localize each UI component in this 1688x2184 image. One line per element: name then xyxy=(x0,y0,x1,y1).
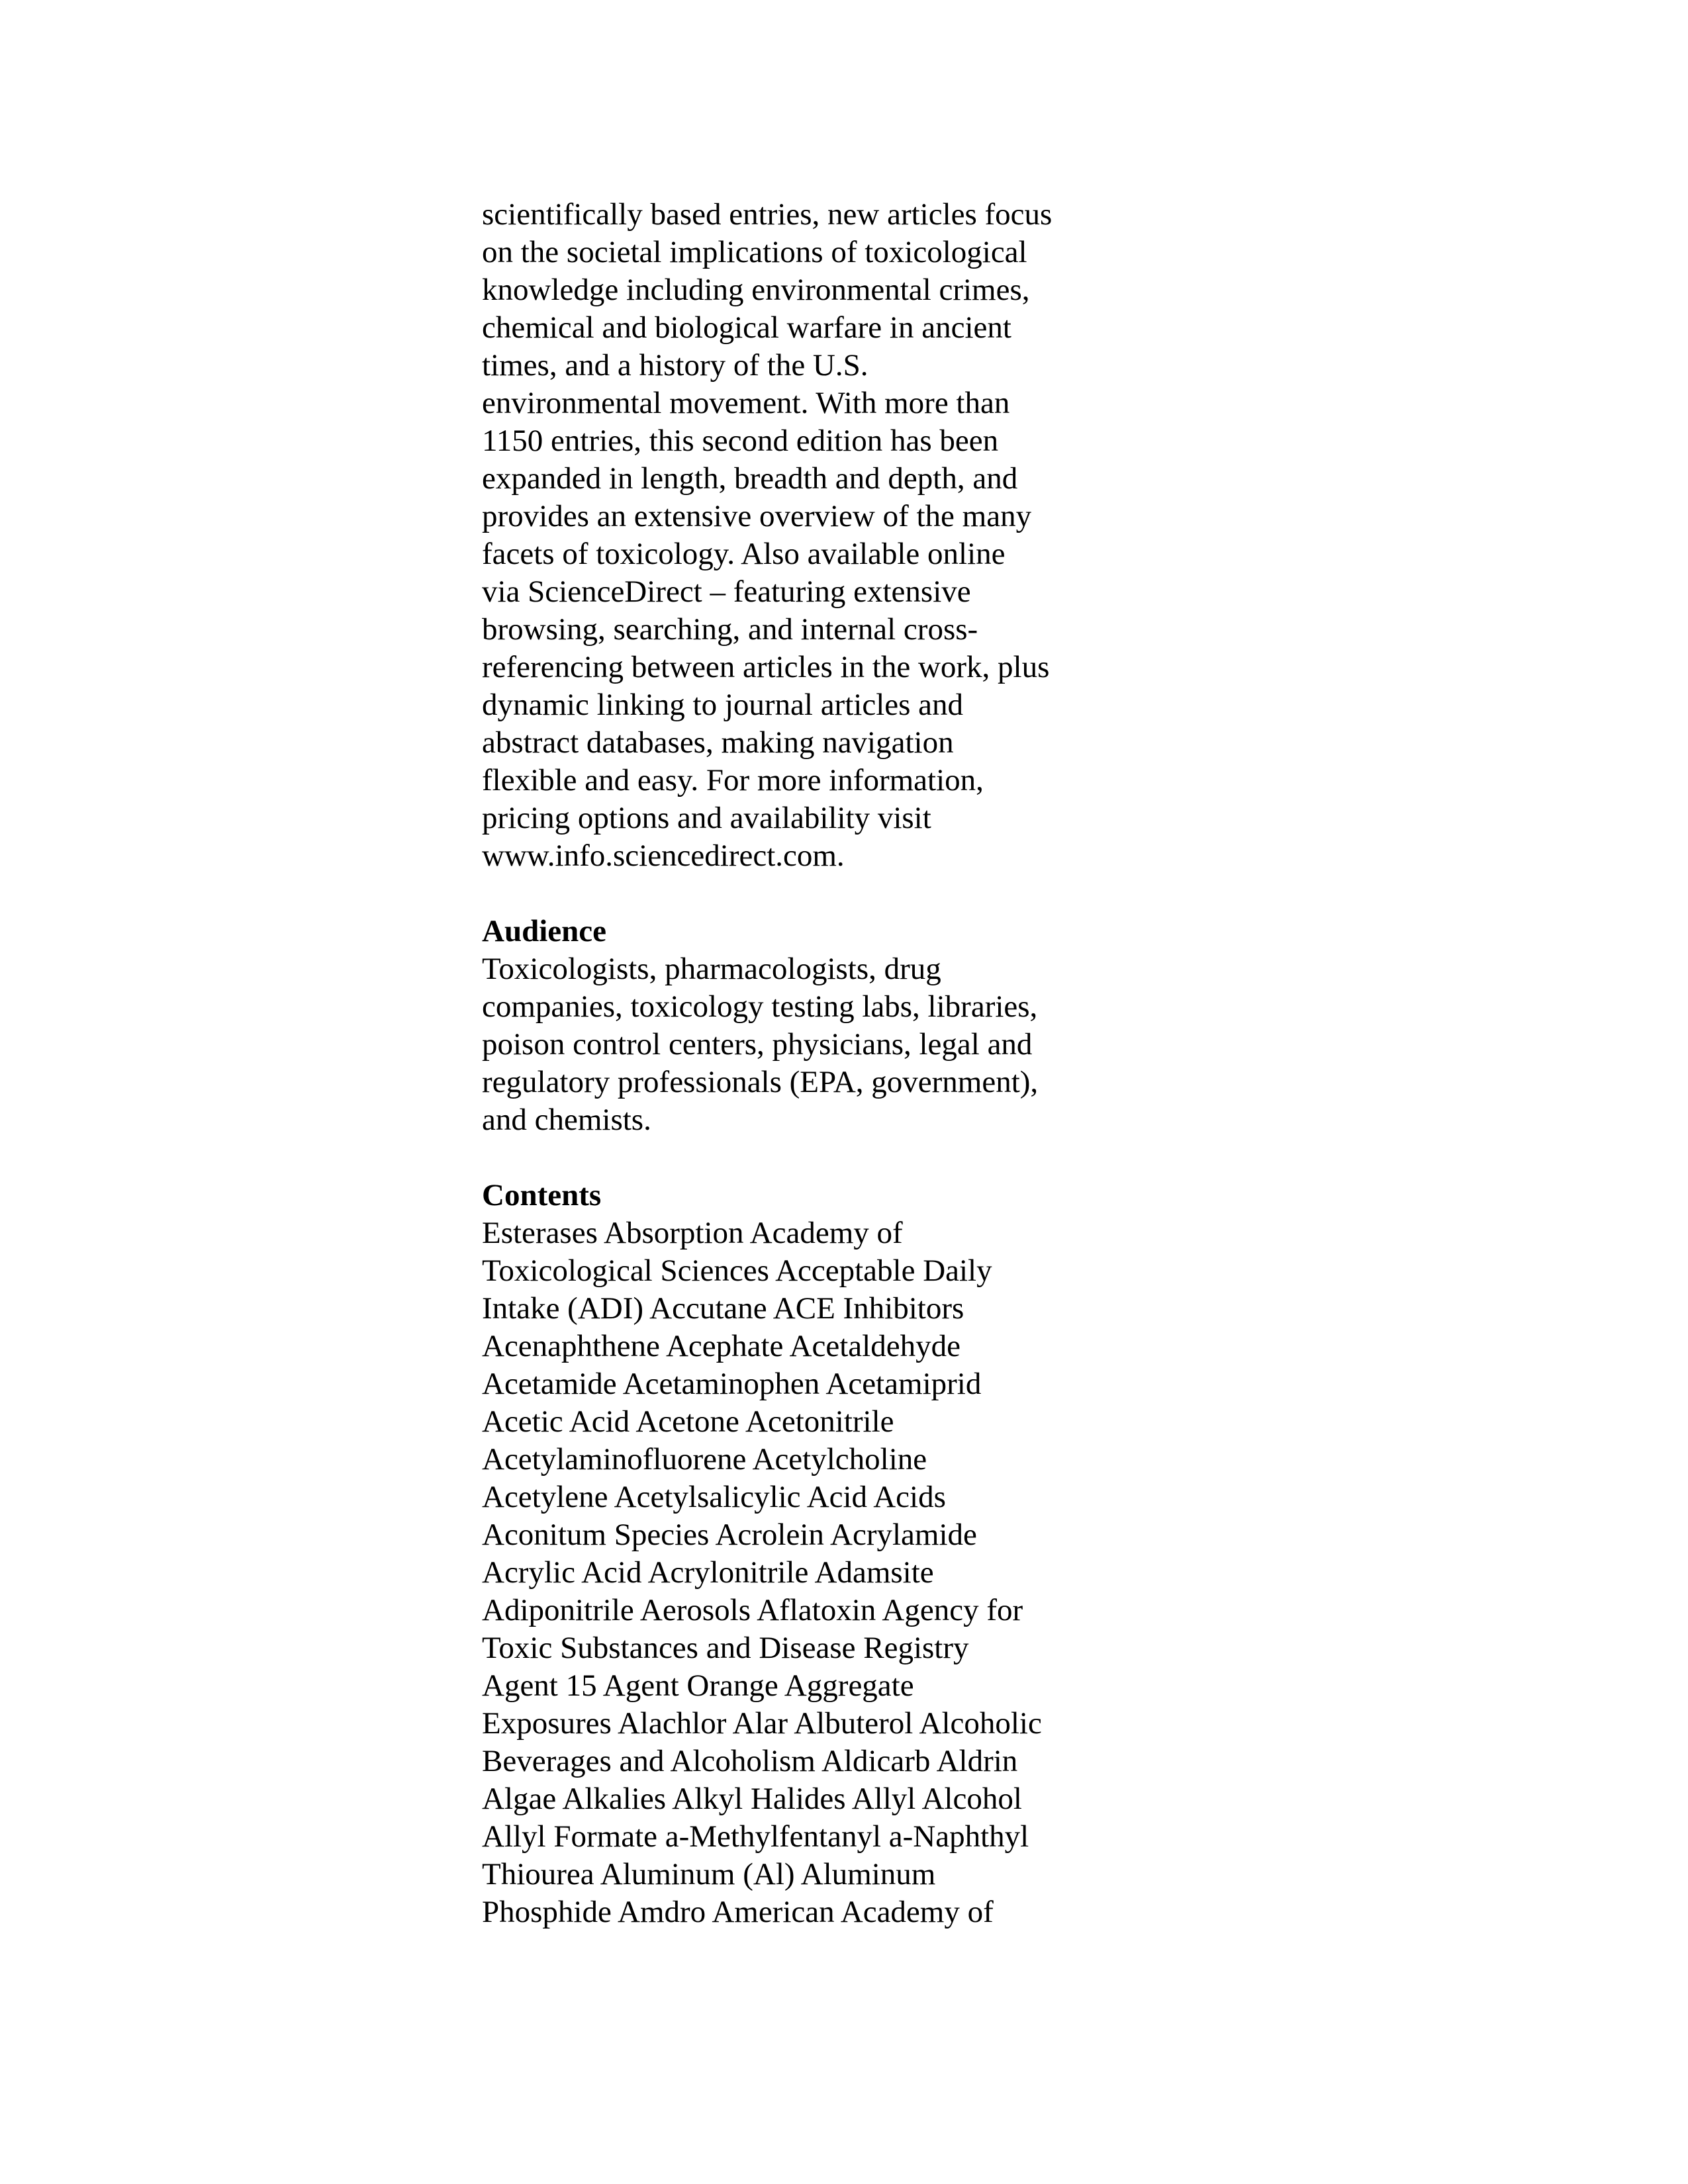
contents-line: Thiourea Aluminum (Al) Aluminum xyxy=(482,1857,936,1891)
contents-line: Adiponitrile Aerosols Aflatoxin Agency for xyxy=(482,1593,1023,1627)
intro-line: scientifically based entries, new articles focus xyxy=(482,197,1053,232)
intro-line: dynamic linking to journal articles and xyxy=(482,688,964,722)
intro-line: knowledge including environmental crimes, xyxy=(482,273,1030,307)
contents-line: Aconitum Species Acrolein Acrylamide xyxy=(482,1518,977,1552)
contents-line: Intake (ADI) Accutane ACE Inhibitors xyxy=(482,1291,964,1326)
contents-line: Toxic Substances and Disease Registry xyxy=(482,1631,969,1665)
intro-line: chemical and biological warfare in ancient xyxy=(482,310,1011,345)
intro-line: referencing between articles in the work, plus xyxy=(482,650,1050,684)
intro-line: via ScienceDirect – featuring extensive xyxy=(482,574,971,609)
audience-line: Toxicologists, pharmacologists, drug xyxy=(482,952,941,986)
contents-line: Allyl Formate a-Methylfentanyl a-Naphthyl xyxy=(482,1819,1029,1854)
intro-line: flexible and easy. For more information, xyxy=(482,763,984,797)
contents-heading: Contents xyxy=(482,1178,602,1212)
audience-heading: Audience xyxy=(482,914,606,948)
contents-section xyxy=(482,1177,1117,1931)
intro-line: 1150 entries, this second edition has been xyxy=(482,424,999,458)
contents-line: Acetylaminofluorene Acetylcholine xyxy=(482,1442,927,1477)
contents-line: Toxicological Sciences Acceptable Daily xyxy=(482,1253,992,1288)
intro-line: provides an extensive overview of the many xyxy=(482,499,1032,533)
contents-line: Acetylene Acetylsalicylic Acid Acids xyxy=(482,1480,946,1514)
contents-line: Agent 15 Agent Orange Aggregate xyxy=(482,1668,914,1703)
audience-section xyxy=(482,913,1117,1139)
audience-line: and chemists. xyxy=(482,1103,651,1137)
contents-line: Acetic Acid Acetone Acetonitrile xyxy=(482,1404,894,1439)
audience-line: poison control centers, physicians, legal and xyxy=(482,1027,1033,1062)
intro-line: pricing options and availability visit xyxy=(482,801,931,835)
intro-line: expanded in length, breadth and depth, and xyxy=(482,461,1018,496)
intro-line: times, and a history of the U.S. xyxy=(482,348,868,383)
intro-line: browsing, searching, and internal cross- xyxy=(482,612,978,647)
document-page xyxy=(482,196,1117,1931)
intro-line: environmental movement. With more than xyxy=(482,386,1010,420)
contents-line: Acrylic Acid Acrylonitrile Adamsite xyxy=(482,1555,934,1590)
intro-line: on the societal implications of toxicological xyxy=(482,235,1027,269)
intro-paragraph xyxy=(482,196,1117,875)
audience-line: companies, toxicology testing labs, libraries, xyxy=(482,989,1038,1024)
intro-line: www.info.sciencedirect.com. xyxy=(482,839,845,873)
contents-line: Phosphide Amdro American Academy of xyxy=(482,1895,994,1929)
contents-line: Acetamide Acetaminophen Acetamiprid xyxy=(482,1367,982,1401)
audience-line: regulatory professionals (EPA, government), xyxy=(482,1065,1039,1099)
contents-line: Exposures Alachlor Alar Albuterol Alcoholic xyxy=(482,1706,1042,1741)
contents-line: Algae Alkalies Alkyl Halides Allyl Alcohol xyxy=(482,1782,1022,1816)
contents-line: Beverages and Alcoholism Aldicarb Aldrin xyxy=(482,1744,1018,1778)
contents-line: Acenaphthene Acephate Acetaldehyde xyxy=(482,1329,961,1363)
intro-line: facets of toxicology. Also available online xyxy=(482,537,1006,571)
intro-line: abstract databases, making navigation xyxy=(482,725,954,760)
contents-line: Esterases Absorption Academy of xyxy=(482,1216,903,1250)
